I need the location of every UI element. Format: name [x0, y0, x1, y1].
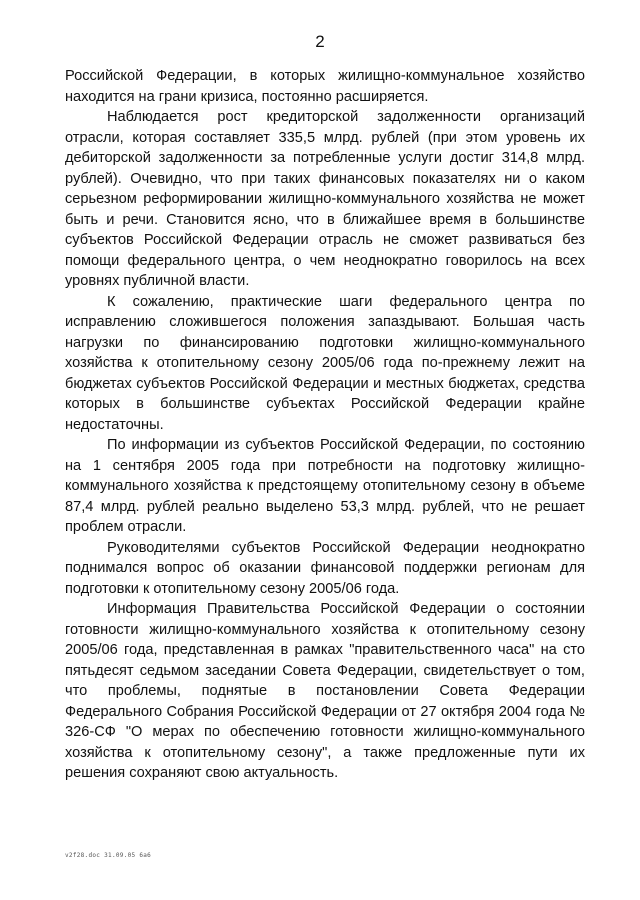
paragraph-regional-support: Руководителями субъектов Российской Федерации неоднократно поднимался вопрос об оказании финансовой поддержки регионам для подготовки к отопительному сезону 2005/06 года.: [65, 539, 585, 597]
file-footer: v2f28.doc 31.09.05 6a6: [65, 852, 152, 859]
paragraph-government-info: Информация Правительства Российской Федерации о состоянии готовности жилищно-коммунального хозяйства к отопительному сезону 2005/06 года, представленная в рамках "правительственного часа" на сто пятьдесят седьмом заседании Совета Федерации, свидетельствует о том, что проблемы, поднятые в постановлении Совета Федерации Федерального Собрания Российской Федерации от 27 октября 2004 года № 326-СФ "О мерах по обеспечению готовности жилищно-коммунального хозяйства к отопительному сезону", а также предложенные пути их решения сохраняют свою актуальность.: [65, 601, 585, 781]
document-body: [65, 66, 585, 784]
page-number: 2: [315, 32, 325, 51]
paragraph-debt: Наблюдается рост кредиторской задолженности организаций отрасли, которая составляет 335,5 млрд. рублей (при этом уровень их дебиторской задолженности за потребленные услуги достиг 314,8 млрд. рублей). Очевидно, что при таких финансовых показателях ни о каком серьезном реформировании жилищно-коммунального хозяйства не может быть и речи. Становится ясно, что в ближайшее время в большинстве субъектов Российской Федерации отрасль не сможет развиваться без помощи федерального центра, о чем неоднократно говорилось на всех уровнях публичной власти.: [65, 109, 585, 289]
paragraph-continuation: Российской Федерации, в которых жилищно-коммунальное хозяйство находится на грани кризиса, постоянно расширяется.: [65, 68, 585, 105]
paragraph-federal-steps: К сожалению, практические шаги федерального центра по исправлению сложившегося положения запаздывают. Большая часть нагрузки по финансированию подготовки жилищно-коммунального хозяйства к отопительному сезону 2005/06 года по-прежнему лежит на бюджетах субъектов Российской Федерации и местных бюджетах, средства которых в большинстве субъектах Российской Федерации крайне недостаточны.: [65, 293, 585, 433]
paragraph-funding-info: По информации из субъектов Российской Федерации, по состоянию на 1 сентября 2005 года при потребности на подготовку жилищно-коммунального хозяйства к предстоящему отопительному сезону в объеме 87,4 млрд. рублей реально выделено 53,3 млрд. рублей, что не решает проблем отрасли.: [65, 437, 585, 535]
